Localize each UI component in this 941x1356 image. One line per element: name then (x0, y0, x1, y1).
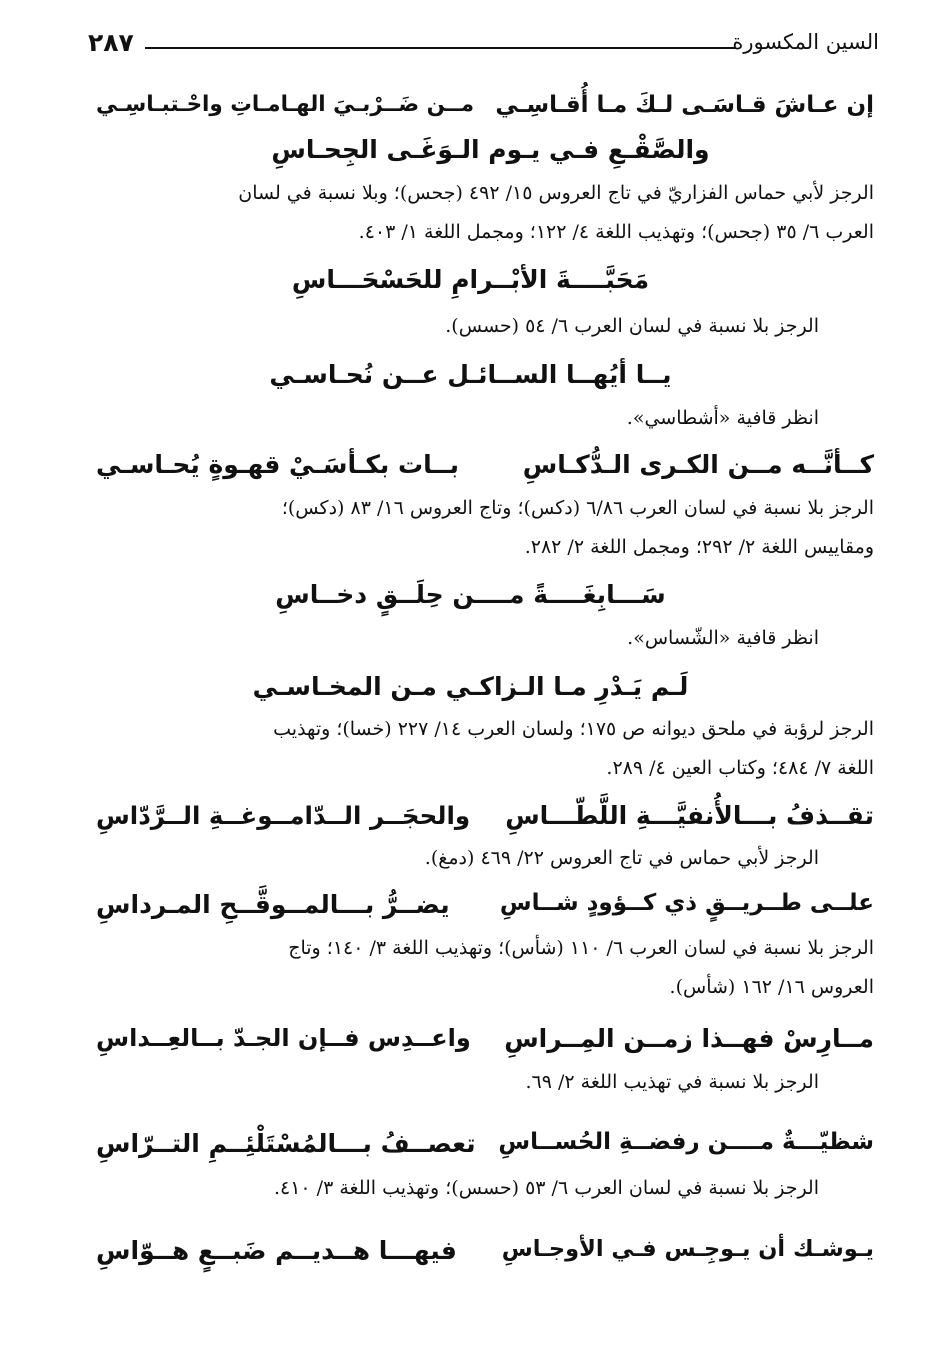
verse-hemistich-right: علــى طــريــقٍ ذي كــؤودٍ شــاسِ (499, 890, 874, 916)
verse-hemistich-left: بــات بكـأسَـيْ قهـوةٍ يُحـاسـي (96, 450, 459, 479)
verse-hemistich-left: فيهـــا هــديــم ضَبــعٍ هــوّاسِ (96, 1236, 457, 1265)
page-number: ٢٨٧ (88, 28, 134, 57)
citation-line: ومقاييس اللغة ٢/ ٢٩٢؛ ومجمل اللغة ٢/ ٢٨٢. (524, 536, 874, 558)
citation-line: العرب ٦/ ٣٥ (جحس)؛ وتهذيب اللغة ٤/ ١٢٢؛ ومجمل اللغة ١/ ٤٠٣. (358, 221, 874, 243)
verse-line: والصَّقْـعِ فـي يـوم الـوَغَـى الجِحـاسِ (271, 135, 710, 164)
citation-line: انظر قافية «الشّساس». (627, 627, 819, 649)
verse-line: يــا أيُهــا الســائـل عــن نُحـاسـي (269, 360, 672, 389)
citation-line: الرجز لأبي حماس في تاج العروس ٢٢/ ٤٦٩ (دمغ). (424, 847, 819, 869)
citation-line: العروس ١٦/ ١٦٢ (شأس). (669, 976, 874, 998)
citation-line: الرجز بلا نسبة في لسان العرب ٦/ ٥٣ (حسس)؛ وتهذيب اللغة ٣/ ٤١٠. (273, 1177, 819, 1199)
verse-hemistich-right: مــارِسْ فهــذا زمــن المِــراسِ (504, 1024, 874, 1053)
header-rule (145, 47, 735, 49)
verse-line: مَحَبَّــــةَ الأبْــرامِ للحَسْحَـــاسِ (291, 265, 650, 294)
citation-line: الرجز بلا نسبة في تهذيب اللغة ٢/ ٦٩. (525, 1071, 819, 1093)
citation-line: الرجز بلا نسبة في لسان العرب ٦/ ١١٠ (شأس)؛ وتهذيب اللغة ٣/ ١٤٠؛ وتاج (288, 937, 874, 959)
verse-hemistich-right: شظيّـــةٌ مــــن رفضــةِ الحُســاسِ (498, 1129, 874, 1155)
verse-hemistich-left: مــن ضَــرْبـيَ الهـامـاتِ واحْـتبـاسِـي (96, 92, 475, 117)
citation-line: الرجز لأبي حماس الفزاريّ في تاج العروس ١٥/ ٤٩٢ (جحس)؛ وبلا نسبة في لسان (238, 182, 874, 204)
verse-hemistich-right: يـوشـك أن يـوجِـس فـي الأوجـاسِ (501, 1236, 874, 1262)
verse-line: لَـم يَـدْرِ مـا الـزاكـي مـن المخـاسـي (252, 672, 689, 701)
verse-hemistich-right: إن عـاشَ قـاسَـى لـكَ مـا أُقـاسِـي (495, 92, 874, 118)
citation-line: الرجز بلا نسبة في لسان العرب ٦/٨٦ (دكس)؛ وتاج العروس ١٦/ ٨٣ (دكس)؛ (281, 497, 874, 519)
verse-line: سَـــابِغَــــةً مــــن حِلَــقٍ دخــاسِ (275, 580, 666, 609)
verse-hemistich-left: يضــرُّ بـــالمــوقَّــحِ المـرداسِ (96, 890, 450, 919)
citation-line: الرجز لرؤبة في ملحق ديوانه ص ١٧٥؛ ولسان العرب ١٤/ ٢٢٧ (خسا)؛ وتهذيب (273, 718, 874, 740)
page-header-title: السين المكسورة (732, 30, 879, 54)
verse-hemistich-right: تقــذفُ بـــالأُنفيَّـــةِ اللَّطّـــاسِ (505, 801, 874, 830)
verse-hemistich-left: تعصــفُ بـــالمُسْتَلْئِــمِ التــرّاسِ (96, 1129, 476, 1158)
verse-hemistich-left: واعــدِس فــإن الجـدّ بــالعِــداسِ (96, 1024, 471, 1052)
citation-line: انظر قافية «أشطاسي». (626, 407, 819, 429)
verse-hemistich-right: كــأنَّــه مــن الكـرى الـدُّكـاسِ (522, 450, 874, 479)
citation-line: اللغة ٧/ ٤٨٤؛ وكتاب العين ٤/ ٢٨٩. (606, 757, 874, 779)
citation-line: الرجز بلا نسبة في لسان العرب ٦/ ٥٤ (حسس). (445, 315, 819, 337)
verse-hemistich-left: والحجَــر الــدّامــوغــةِ الــرَّدّاسِ (96, 801, 471, 830)
